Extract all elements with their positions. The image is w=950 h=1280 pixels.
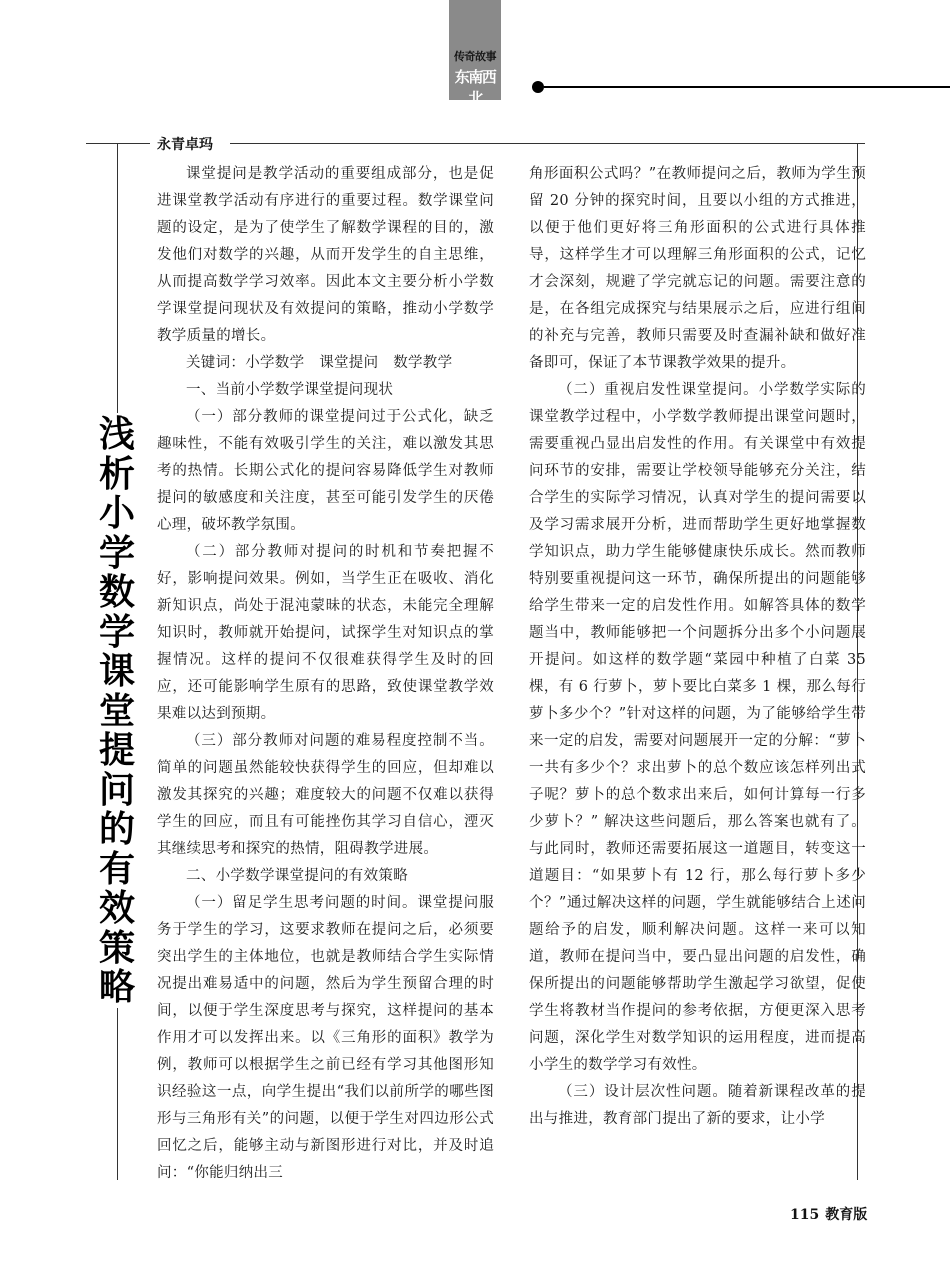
body-paragraph: （二）重视启发性课堂提问。小学数学实际的课堂教学过程中，小学数学教师提出课堂问题时，需要重视凸显出启发性的作用。有关课堂中有效提问环节的安排，需要让学校领导能够充分关注，结合学生的实际学习情况，认真对学生的提问需要以及学习需求展开分析，进而帮助学生更好地掌握数学知识点，助力学生能够健康快乐成长。然而教师特别要重视提问这一环节，确保所提出的问题能够给学生带来一定的启发性作用。如解答具体的数学题当中，教师能够把一个问题拆分出多个小问题展开提问。如这样的数学题“菜园中种植了白菜 35 棵，有 6 行萝卜，萝卜要比白菜多 1 棵，那么每行萝卜多少个？”针对这样的问题，为了能够给学生带来一定的启发，需要对问题展开一定的分解：“萝卜一共有多少个？求出萝卜的总个数应该怎样列出式子呢？萝卜的总个数求出来后，如何计算每一行多少萝卜？” 解决这些问题后，那么答案也就有了。与此同时，教师还需要拓展这一道题目，转变这一道题目：“如果萝卜有 12 行，那么每行萝卜多少个？”通过解决这样的问题，学生就能够结合上述问题给予的启发，顺利解决问题。这样一来可以知道，教师在提问当中，要凸显出问题的启发性，确保所提出的问题能够帮助学生激起学习欲望，促使学生将教材当作提问的参考依据，方便更深入思考问题，深化学生对数学知识的运用程度，进而提高小学生的数学学习有效性。 — [529, 382, 866, 1073]
body-paragraph: （一）留足学生思考问题的时间。课堂提问服务于学生的学习，这要求教师在提问之后，必须要突出学生的主体地位，也就是教师结合学生实际情况提出难易适中的问题，然后为学生预留合理的时间，以便于学生深度思考与探究，这样提问的基本作用才可以发挥出来。以《三角形的面积》教学为例，教师可以根据学生之前已经有学习其他图形知识经验这一点，向学生提出“我们以前所学的哪些图形与三角形有关”的问题，以便于学生对四边形公式回忆之后，能够主动与新图形进行对比，并及时追问：“你能归纳出三 — [157, 895, 494, 1181]
body-paragraph: （三）部分教师对问题的难易程度控制不当。简单的问题虽然能较快获得学生的回应，但却难以激发其探究的兴趣；难度较大的问题不仅难以获得学生的回应，而且有可能挫伤其学习自信心，湮灭其继续思考和探究的热情，阻碍教学进展。 — [157, 733, 494, 857]
header-rule — [544, 86, 950, 88]
right-text-column — [529, 161, 866, 1133]
author-rule-right — [230, 143, 865, 144]
left-text-column — [157, 161, 494, 1187]
body-paragraph: （二）部分教师对提问的时机和节奏把握不好，影响提问效果。例如，当学生正在吸收、消化新知识点，尚处于混沌蒙昧的状态，未能完全理解知识时，教师就开始提问，试探学生对知识点的掌握情况。这样的提问不仅很难获得学生及时的回应，还可能影响学生原有的思路，致使课堂教学效果难以达到预期。 — [157, 544, 494, 722]
edition-label: 教育版 — [825, 1207, 868, 1223]
author-name: 永青卓玛 — [157, 137, 213, 153]
author-rule-left — [86, 143, 150, 144]
body-paragraph-continued: 角形面积公式吗？”在教师提问之后，教师为学生预留 20 分钟的探究时间，且要以小组的方式推进，以便于他们更好将三角形面积的公式进行具体推导，这样学生才可以理解三角形面积的公式，记忆才会深刻，规避了学完就忘记的问题。需要注意的是，在各组完成探究与结果展示之后，应进行组间的补充与完善，教师只需要及时查漏补缺和做好准备即可，保证了本节课教学效果的提升。 — [529, 166, 866, 371]
body-paragraph: （一）部分教师的课堂提问过于公式化，缺乏趣味性，不能有效吸引学生的关注，难以激发其思考的热情。长期公式化的提问容易降低学生对教师提问的敏感度和关注度，甚至可能引发学生的厌倦心理，破坏教学氛围。 — [157, 409, 494, 533]
abstract-paragraph: 课堂提问是教学活动的重要组成部分，也是促进课堂教学活动有序进行的重要过程。数学课堂问题的设定，是为了使学生了解数学课程的目的，激发他们对数学的兴趣，从而开发学生的自主思维，从而提高数学学习效率。因此本文主要分析小学数学课堂提问现状及有效提问的策略，推动小学数学教学质量的增长。 — [157, 166, 494, 344]
masthead-section-label: 东南西北 — [454, 68, 496, 107]
masthead-block — [449, 0, 501, 107]
article-title: 浅析小学数学课堂提问的有效策略 — [88, 415, 146, 1008]
section-heading-2: 二、小学数学课堂提问的有效策略 — [186, 868, 408, 884]
page-footer — [790, 1204, 867, 1224]
masthead-column-label: 传奇故事 — [454, 50, 496, 63]
header-dot — [532, 81, 544, 93]
title-vertical-rule-top — [117, 143, 118, 413]
page-number: 115 — [790, 1207, 820, 1223]
keywords-line: 关键词：小学数学 课堂提问 数学教学 — [186, 355, 453, 371]
body-paragraph: （三）设计层次性问题。随着新课程改革的提出与推进，教育部门提出了新的要求，让小学 — [529, 1084, 866, 1127]
section-heading-1: 一、当前小学数学课堂提问现状 — [186, 382, 394, 398]
